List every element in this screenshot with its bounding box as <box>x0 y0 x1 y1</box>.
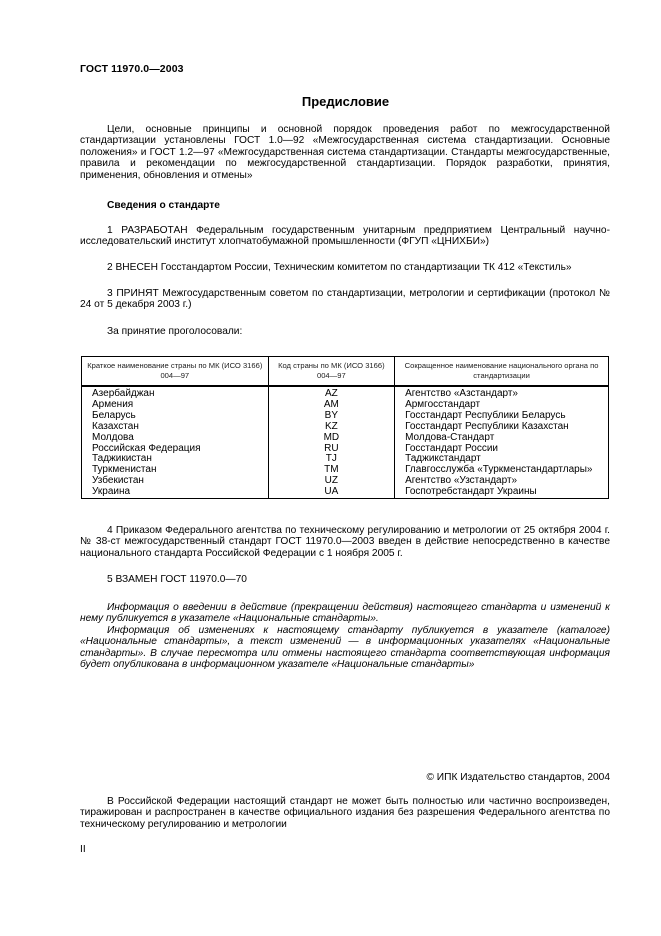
agency-cell: Госпотребстандарт Украины <box>395 487 609 498</box>
column-header-country: Краткое наименование страны по МК (ИСО 3166) 004—97 <box>82 357 269 387</box>
item-5 <box>80 574 610 585</box>
item-3 <box>80 288 610 311</box>
code-cell: UA <box>268 487 394 498</box>
item-4 <box>80 525 610 559</box>
column-header-code: Код страны по МК (ИСО 3166) 004—97 <box>268 357 394 387</box>
code-cell: AM <box>268 400 394 411</box>
country-cell: Таджикистан <box>82 454 269 465</box>
agency-cell: Молдова-Стандарт <box>395 433 609 444</box>
country-cell: Армения <box>82 400 269 411</box>
info-paragraph-2 <box>80 625 610 671</box>
page-number: II <box>80 844 86 855</box>
table-row <box>82 386 609 400</box>
country-cell: Казахстан <box>82 422 269 433</box>
agency-cell: Армгосстандарт <box>395 400 609 411</box>
table-row <box>82 465 609 476</box>
agency-cell: Госстандарт Республики Казахстан <box>395 422 609 433</box>
info-1-text: Информация о введении в действие (прекращении действия) настоящего стандарта и изменений к нему публикуется в указателе «Национальные стандарты». <box>80 602 610 625</box>
item-2-text: 2 ВНЕСЕН Госстандартом России, Техническим комитетом по стандартизации ТК 412 «Текстиль» <box>107 262 572 273</box>
agency-cell: Агентство «Азстандарт» <box>395 386 609 400</box>
code-cell: BY <box>268 411 394 422</box>
info-paragraph-1 <box>80 602 610 625</box>
agency-cell: Госстандарт России <box>395 444 609 455</box>
code-cell: UZ <box>268 476 394 487</box>
code-cell: AZ <box>268 386 394 400</box>
country-cell: Азербайджан <box>82 386 269 400</box>
voted-label-text: За принятие проголосовали: <box>107 326 243 337</box>
table-row <box>82 422 609 433</box>
section-heading <box>80 200 610 211</box>
code-cell: MD <box>268 433 394 444</box>
voting-table <box>81 356 609 499</box>
agency-cell: Таджикстандарт <box>395 454 609 465</box>
reproduction-notice-text: В Российской Федерации настоящий стандарт не может быть полностью или частично воспроизведен, тиражирован и распространен в качестве официального издания без разрешения Федерального агентства по техническому регулированию и метрологии <box>80 796 610 830</box>
item-5-text: 5 ВЗАМЕН ГОСТ 11970.0—70 <box>107 574 247 585</box>
intro-text: Цели, основные принципы и основной порядок проведения работ по межгосударственной стандартизации установлены ГОСТ 1.0—92 «Межгосударственная система стандартизации. Основные положения» и ГОСТ 1.2—97 «Межгосударственная система стандартизации. Стандарты межгосударственные, правила и рекомендации по межгосударственной стандартизации. Порядок разработки, принятия, применения, обновления и отмены» <box>80 124 610 181</box>
document-number: ГОСТ 11970.0—2003 <box>80 63 184 75</box>
voted-label <box>80 326 610 337</box>
code-cell: RU <box>268 444 394 455</box>
agency-cell: Главгосслужба «Туркменстандартлары» <box>395 465 609 476</box>
item-2 <box>80 262 610 273</box>
country-cell: Узбекистан <box>82 476 269 487</box>
agency-cell: Агентство «Узстандарт» <box>395 476 609 487</box>
item-4-text: 4 Приказом Федерального агентства по техническому регулированию и метрологии от 25 октября 2004 г. № 38-ст межгосударственный стандарт ГОСТ 11970.0—2003 введен в действие непосредственно в качестве национального стандарта Российской Федерации с 1 ноября 2005 г. <box>80 525 610 559</box>
section-heading-text: Сведения о стандарте <box>107 200 220 211</box>
column-header-agency: Сокращенное наименование национального органа по стандартизации <box>395 357 609 387</box>
agency-cell: Госстандарт Республики Беларусь <box>395 411 609 422</box>
code-cell: TJ <box>268 454 394 465</box>
country-cell: Российская Федерация <box>82 444 269 455</box>
item-1 <box>80 225 610 248</box>
code-cell: KZ <box>268 422 394 433</box>
country-cell: Туркменистан <box>82 465 269 476</box>
table-row <box>82 433 609 444</box>
code-cell: TM <box>268 465 394 476</box>
item-3-text: 3 ПРИНЯТ Межгосударственным советом по стандартизации, метрологии и сертификации (протокол № 24 от 5 декабря 2003 г.) <box>80 288 610 311</box>
item-1-text: 1 РАЗРАБОТАН Федеральным государственным унитарным предприятием Центральный научно-исследовательский институт хлопчатобумажной промышленности (ФГУП «ЦНИХБИ») <box>80 225 610 248</box>
table-header-row <box>82 357 609 387</box>
table-row <box>82 487 609 498</box>
info-2-text: Информация об изменениях к настоящему стандарту публикуется в указателе (каталоге) «Национальные стандарты», а текст изменений — в информационных указателях «Национальные стандарты». В случае пересмотра или отмены настоящего стандарта соответствующая информация будет опубликована в информационном указателе «Национальные стандарты» <box>80 625 610 671</box>
page-title: Предисловие <box>301 94 390 109</box>
reproduction-notice <box>80 796 610 830</box>
copyright-line: © ИПК Издательство стандартов, 2004 <box>426 772 610 783</box>
country-cell: Украина <box>82 487 269 498</box>
table-row <box>82 444 609 455</box>
country-cell: Беларусь <box>82 411 269 422</box>
country-cell: Молдова <box>82 433 269 444</box>
intro-paragraph <box>80 124 610 181</box>
